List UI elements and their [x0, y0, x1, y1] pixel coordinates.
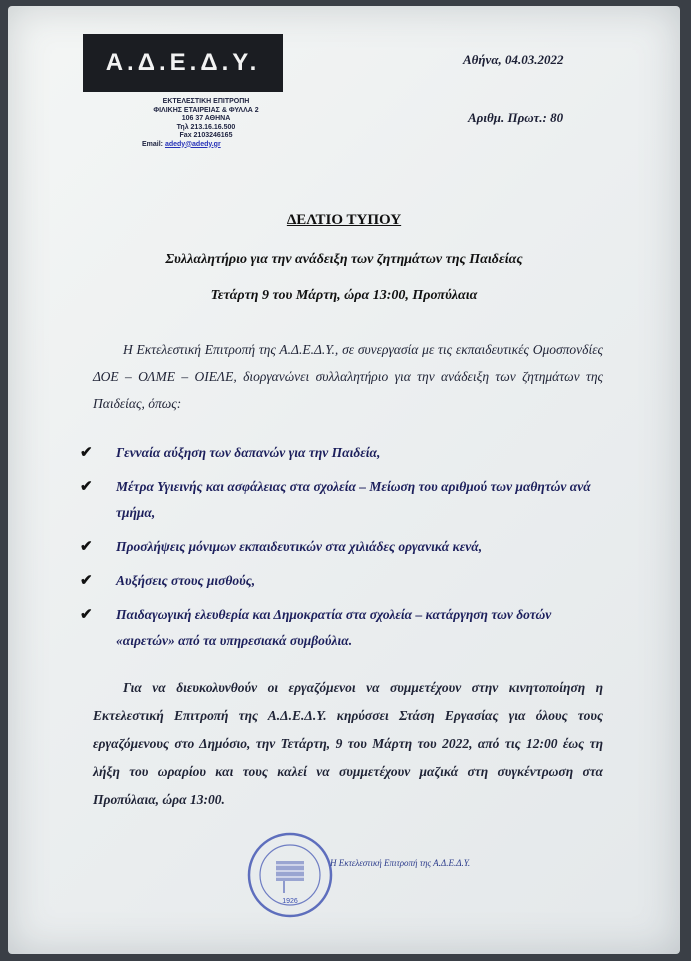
demands-list	[78, 440, 603, 662]
org-line: ΕΚΤΕΛΕΣΤΙΚΗ ΕΠΙΤΡΟΠΗ	[162, 98, 250, 105]
signature-line: Η Εκτελεστική Επιτροπή της Α.Δ.Ε.Δ.Υ.	[330, 858, 471, 868]
event-datetime: Τετάρτη 9 του Μάρτη, ώρα 13:00, Προπύλαια	[210, 288, 478, 303]
checkmark-icon: ✔	[80, 539, 93, 555]
list-item: ✔ Αυξήσεις στους μισθούς,	[78, 568, 603, 594]
checkmark-icon: ✔	[80, 479, 93, 495]
intro-paragraph: Η Εκτελεστική Επιτροπή της Α.Δ.Ε.Δ.Υ., σε συνεργασία με τις εκπαιδευτικές Ομοσπονδίες ΔΟΕ – ΟΛΜΕ – ΟΙΕΛΕ, διοργανώνει συλλαλητήριο για την ανάδειξη των ζητημάτων της Παιδείας, όπως:	[93, 342, 603, 411]
org-line: 106 37 ΑΘΗΝΑ	[181, 115, 231, 122]
stamp-year: 1926	[282, 898, 298, 905]
checkmark-icon: ✔	[80, 573, 93, 589]
org-line: ΦΙΛΙΚΗΣ ΕΤΑΙΡΕΙΑΣ & ΦΥΛΛΑ 2	[153, 106, 259, 114]
press-release-title: ΔΕΛΤΙΟ ΤΥΠΟΥ	[286, 212, 402, 228]
adedy-logo	[83, 34, 283, 92]
document-page	[8, 6, 680, 954]
org-contact-block	[136, 98, 276, 149]
closing-paragraph: Για να διευκολυνθούν οι εργαζόμενοι να συμμετέχουν στην κινητοποίηση η Εκτελεστική Επιτροπή της Α.Δ.Ε.Δ.Υ. κηρύσσει Στάση Εργασίας για όλους τους εργαζόμενους στο Δημόσιο, την Τετάρτη, 9 του Μάρτη του 2022, από τις 12:00 έως τη λήξη του ωραρίου και τους καλεί να συμμετέχουν μαζικά στη συγκέντρωση στα Προπύλαια, ώρα 13:00.	[93, 680, 603, 807]
document-date: Αθήνα, 04.03.2022	[463, 52, 564, 67]
protocol-number: Αριθμ. Πρωτ.: 80	[468, 110, 564, 125]
logo-text: Α.Δ.Ε.Δ.Υ.	[105, 49, 261, 76]
event-subtitle: Συλλαλητήριο για την ανάδειξη των ζητημάτων της Παιδείας	[165, 252, 523, 267]
email-label: Email:	[142, 140, 164, 148]
org-line: Τηλ 213.16.16.500	[176, 123, 236, 131]
email-row	[142, 141, 276, 150]
list-item: ✔ Προσλήψεις μόνιμων εκπαιδευτικών στα χιλιάδες οργανικά κενά,	[78, 534, 603, 560]
list-item: ✔ Παιδαγωγική ελευθερία και Δημοκρατία στα σχολεία – κατάργηση των δοτών «αιρετών» από τα υπηρεσιακά συμβούλια.	[78, 602, 603, 654]
checkmark-icon: ✔	[80, 607, 93, 623]
org-line: Fax 2103246165	[179, 132, 233, 139]
checkmark-icon: ✔	[80, 445, 93, 461]
list-item: ✔ Γενναία αύξηση των δαπανών για την Παιδεία,	[78, 440, 603, 466]
official-stamp-icon	[246, 831, 334, 919]
list-item: ✔ Μέτρα Υγιεινής και ασφάλειας στα σχολεία – Μείωση του αριθμού των μαθητών ανά τμήμα,	[78, 474, 603, 526]
email-link[interactable]: adedy@adedy.gr	[164, 140, 221, 148]
